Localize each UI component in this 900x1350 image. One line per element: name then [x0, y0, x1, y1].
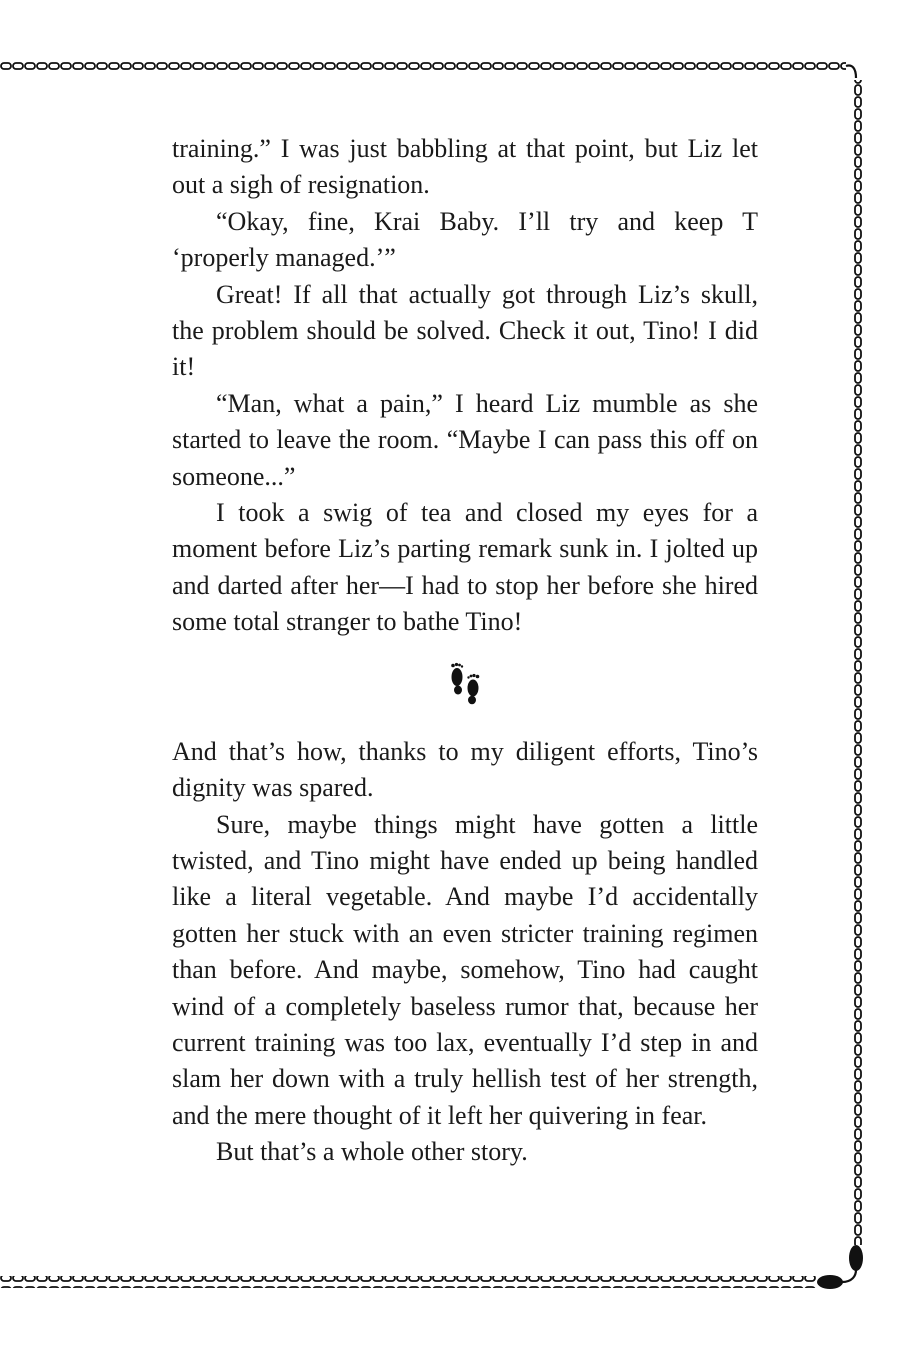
chain-end-bottom	[817, 1275, 843, 1289]
text-after-break	[172, 734, 758, 1171]
text-before-break	[172, 131, 758, 641]
paragraph: And that’s how, thanks to my diligent efforts, Tino’s dignity was spared.	[172, 736, 758, 803]
paragraph: I took a swig of tea and closed my eyes for a moment before Liz’s parting remark sunk in. I jolted up and darted after her—I had to stop her before she hired some total stranger to bathe Tino!	[172, 498, 758, 637]
scene-break	[172, 644, 758, 722]
chain-end-right	[849, 1245, 863, 1271]
paragraph: Great! If all that actually got through Liz’s skull, the problem should be solved. Check it out, Tino! I did it!	[172, 279, 758, 382]
paragraph: training.” I was just babbling at that point, but Liz let out a sigh of resignation.	[172, 134, 758, 200]
footprints-icon	[447, 661, 483, 705]
chain-top	[0, 60, 846, 72]
page-body	[172, 131, 758, 1171]
paragraph: “Okay, fine, Krai Baby. I’ll try and keep T ‘properly managed.’”	[172, 206, 758, 273]
chain-right	[850, 80, 862, 1245]
chain-bottom	[0, 1276, 816, 1288]
paragraph: “Man, what a pain,” I heard Liz mumble as she started to leave the room. “Maybe I can pass this off on someone...”	[172, 388, 758, 491]
paragraph: But that’s a whole other story.	[216, 1137, 528, 1167]
paragraph: Sure, maybe things might have gotten a little twisted, and Tino might have ended up being handled like a literal vegetable. And maybe I’d accidentally gotten her stuck with an even stricter training regimen than before. And maybe, somehow, Tino had caught wind of a completely baseless rumor that, because her current training was too lax, eventually I’d step in and slam her down with a truly hellish test of her strength, and the mere thought of it left her quivering in fear.	[172, 809, 758, 1130]
chain-corner-top	[846, 66, 856, 79]
